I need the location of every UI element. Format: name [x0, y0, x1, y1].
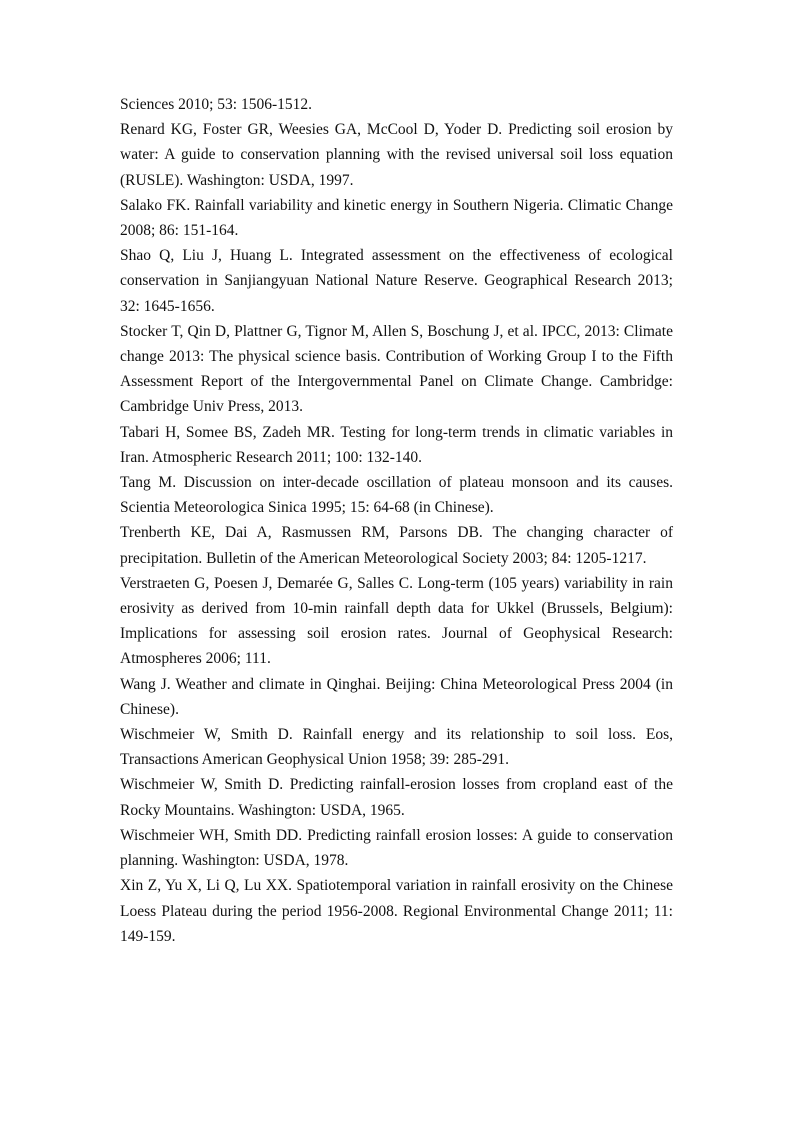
reference-list — [120, 92, 673, 949]
reference-entry: Verstraeten G, Poesen J, Demarée G, Salles C. Long-term (105 years) variability in rain erosivity as derived from 10‐min rainfall depth data for Ukkel (Brussels, Belgium): Implications for assessing soil erosion rates. Journal of Geophysical Research: Atmospheres 2006; 111. — [120, 574, 673, 668]
reference-entry: Wischmeier WH, Smith DD. Predicting rainfall erosion losses: A guide to conservation planning. Washington: USDA, 1978. — [120, 826, 673, 870]
reference-entry: Salako FK. Rainfall variability and kinetic energy in Southern Nigeria. Climatic Change 2008; 86: 151-164. — [120, 196, 673, 240]
reference-entry: Tabari H, Somee BS, Zadeh MR. Testing for long-term trends in climatic variables in Iran. Atmospheric Research 2011; 100: 132-140. — [120, 423, 673, 466]
reference-entry: Wischmeier W, Smith D. Rainfall energy and its relationship to soil loss. Eos, Transactions American Geophysical Union 1958; 39: 285-291. — [120, 726, 673, 769]
reference-entry: Wang J. Weather and climate in Qinghai. Beijing: China Meteorological Press 2004 (in Chinese). — [120, 675, 673, 718]
reference-entry: Stocker T, Qin D, Plattner G, Tignor M, Allen S, Boschung J, et al. IPCC, 2013: Climate change 2013: The physical science basis. Contribution of Working Group I to the Fifth Assessment Report of the Intergovernmental Panel on Climate Change. Cambridge: Cambridge Univ Press, 2013. — [120, 322, 673, 416]
reference-entry: Renard KG, Foster GR, Weesies GA, McCool D, Yoder D. Predicting soil erosion by water: A guide to conservation planning with the revised universal soil loss equation (RUSLE). Washington: USDA, 1997. — [120, 121, 673, 189]
reference-entry: Wischmeier W, Smith D. Predicting rainfall-erosion losses from cropland east of the Rocky Mountains. Washington: USDA, 1965. — [120, 776, 673, 819]
reference-entry: Tang M. Discussion on inter-decade oscillation of plateau monsoon and its causes. Scientia Meteorologica Sinica 1995; 15: 64-68 (in Chinese). — [120, 474, 673, 517]
reference-entry: Xin Z, Yu X, Li Q, Lu XX. Spatiotemporal variation in rainfall erosivity on the Chinese Loess Plateau during the period 1956-2008. Regional Environmental Change 2011; 11: 149-159. — [120, 877, 673, 945]
reference-entry: Trenberth KE, Dai A, Rasmussen RM, Parsons DB. The changing character of precipitation. Bulletin of the American Meteorological Society 2003; 84: 1205-1217. — [120, 524, 673, 567]
reference-entry: Sciences 2010; 53: 1506-1512. — [120, 96, 313, 113]
reference-entry: Shao Q, Liu J, Huang L. Integrated assessment on the effectiveness of ecological conservation in Sanjiangyuan National Nature Reserve. Geographical Research 2013; 32: 1645-1656. — [120, 247, 673, 315]
